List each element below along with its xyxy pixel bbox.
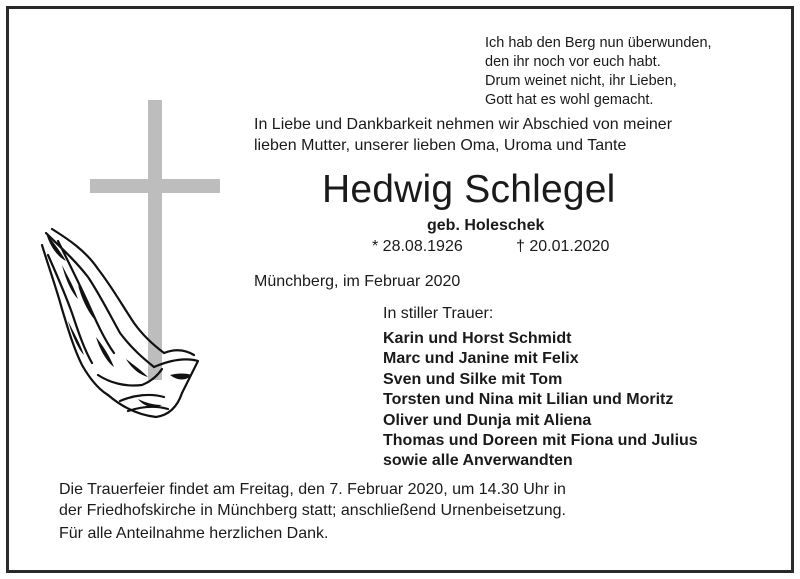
poem-line: Ich hab den Berg nun überwunden, bbox=[485, 35, 712, 51]
deceased-name: Hedwig Schlegel bbox=[322, 168, 616, 211]
birth-name: geb. Holeschek bbox=[427, 217, 545, 234]
mourners-intro: In stiller Trauer: bbox=[383, 305, 494, 322]
birth-date: * 28.08.1926 bbox=[372, 238, 463, 255]
intro-text bbox=[254, 114, 672, 156]
intro-line: lieben Mutter, unserer lieben Oma, Uroma und Tante bbox=[254, 137, 627, 154]
poem-line: den ihr noch vor euch habt. bbox=[485, 54, 661, 70]
place-date: Münchberg, im Februar 2020 bbox=[254, 273, 461, 290]
praying-hands-icon bbox=[38, 225, 203, 425]
intro-line: In Liebe und Dankbarkeit nehmen wir Abschied von meiner bbox=[254, 116, 673, 133]
mourner-entry: sowie alle Anverwandten bbox=[383, 452, 573, 470]
mourner-entry: Sven und Silke mit Tom bbox=[383, 370, 563, 388]
mourner-entry: Marc und Janine mit Felix bbox=[383, 350, 579, 368]
ceremony-info bbox=[59, 480, 566, 521]
poem bbox=[485, 34, 712, 110]
ceremony-line: der Friedhofskirche in Münchberg statt; anschließend Urnenbeisetzung. bbox=[59, 501, 566, 519]
poem-line: Gott hat es wohl gemacht. bbox=[485, 92, 654, 108]
mourners-list bbox=[383, 329, 698, 472]
poem-line: Drum weinet nicht, ihr Lieben, bbox=[485, 73, 677, 89]
mourner-entry: Torsten und Nina mit Lilian und Moritz bbox=[383, 391, 674, 409]
mourner-entry: Karin und Horst Schmidt bbox=[383, 330, 572, 347]
ceremony-line: Die Trauerfeier findet am Freitag, den 7. Februar 2020, um 14.30 Uhr in bbox=[59, 481, 566, 498]
mourner-entry: Thomas und Doreen mit Fiona und Julius bbox=[383, 432, 698, 450]
thanks-text: Für alle Anteilnahme herzlichen Dank. bbox=[59, 525, 329, 542]
death-date: † 20.01.2020 bbox=[516, 238, 610, 255]
mourner-entry: Oliver und Dunja mit Aliena bbox=[383, 411, 592, 429]
